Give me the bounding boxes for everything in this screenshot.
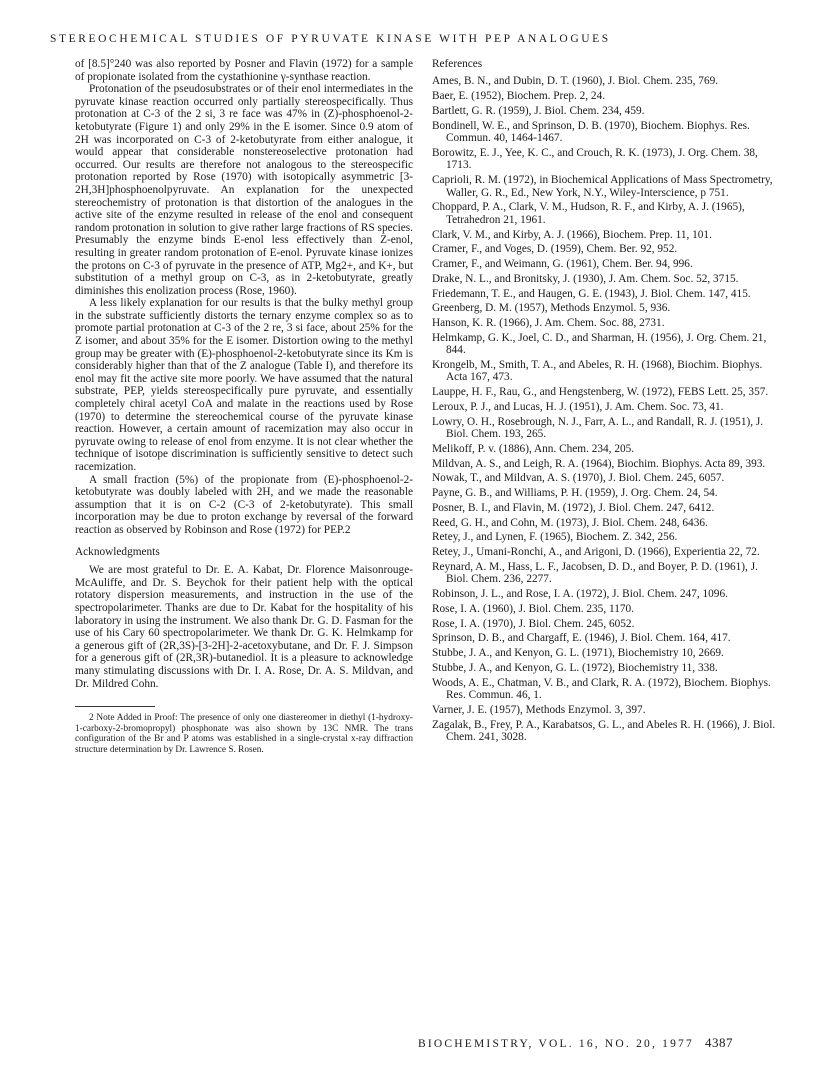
reference-item: Varner, J. E. (1957), Methods Enzymol. 3, 397. [432,703,646,716]
reference-item: Cramer, F., and Voges, D. (1959), Chem. Ber. 92, 952. [432,243,678,256]
reference-item: Stubbe, J. A., and Kenyon, G. L. (1971), Biochemistry 10, 2669. [432,647,724,660]
reference-item: Greenberg, D. M. (1957), Methods Enzymol. 5, 936. [432,302,671,315]
references-list [432,75,777,743]
body-paragraph: Protonation of the pseudosubstrates or of their enol intermediates in the pyruvate kinase reaction occurred only partially stereospecifically. Thus protonation at C-3 of the 2 si, 3 re face was 47% in (Z)-phosphoenol-2-ketobutyrate (Figure 1) and only 29% in the E isomer. Since 0.9 atom of 2H was incorporated on C-3 of 2-ketobutyrate from either analogue, it would appear that considerable nonstereoselective protonation had occurred. Our results are therefore not analogous to the stereospecific protonation reported by Rose (1970) with isotopically asymmetric [3-2H,3H]phosphoenolpyruvate. An explanation for the unexpected stereochemistry of protonation is that distortion of the analogues in the active site of the enzyme resulted in release of the enol and consequent random protonation in solution to give rather large fractions of RS species. Presumably the enzyme binds E-enol less effectively than Z-enol, resulting in greater random protonation of E-enol. Pyruvate kinase ionizes the protons on C-3 of pyruvate in the presence of ATP, Mg2+, and K+, but substitution of a methyl group on C-3, as in 2-ketobutyrate, greatly diminishes this enolization process (Rose, 1960). [75,83,413,297]
reference-item: Sprinson, D. B., and Chargaff, E. (1946), J. Biol. Chem. 164, 417. [432,632,731,645]
reference-item: Borowitz, E. J., Yee, K. C., and Crouch, R. K. (1973), J. Org. Chem. 38, 1713. [432,146,758,172]
reference-item: Bondinell, W. E., and Sprinson, D. B. (1970), Biochem. Biophys. Res. Commun. 40, 1464-1467. [432,119,750,145]
reference-item: Friedemann, T. E., and Haugen, G. E. (1943), J. Biol. Chem. 147, 415. [432,287,751,300]
reference-item: Retey, J., and Lynen, F. (1965), Biochem. Z. 342, 256. [432,531,678,544]
body-paragraph: A less likely explanation for our results is that the bulky methyl group in the substrate sufficiently distorts the ternary enzyme complex so as to promote partial protonation at C-3 of the 2 re, 3 si face, about 25% for the Z isomer, and about 35% for the E isomer. Distortion owing to the methyl group may be greater with (E)-phosphoenol-2-ketobutyrate since its Km is considerably higher than that of the Z analogue (Table I), and therefore its enol may fit the active site more poorly. We have assumed that the natural substrate, PEP, yields stereospecifically pure pyruvate, and essentially completely chiral acetyl CoA and malate in the reactions used by Rose (1970) to determine the stereochemical course of the pyruvate kinase reaction. However, a certain amount of racemization may also occur in pyruvate owing to release of enol from enzyme. It is not clear whether the technique of isotope discrimination is sufficiently sensitive to detect such racemization. [75,297,413,473]
body-paragraph: of [8.5]°240 was also reported by Posner and Flavin (1972) for a sample of propionate isolated from the cystathionine γ-synthase reaction. [75,58,413,83]
reference-item: Rose, I. A. (1960), J. Biol. Chem. 235, 1170. [432,602,634,615]
reference-item: Leroux, P. J., and Lucas, H. J. (1951), J. Am. Chem. Soc. 73, 41. [432,400,724,413]
reference-item: Mildvan, A. S., and Leigh, R. A. (1964), Biochim. Biophys. Acta 89, 393. [432,457,766,470]
reference-item: Ames, B. N., and Dubin, D. T. (1960), J. Biol. Chem. 235, 769. [432,75,719,88]
reference-item: Krongelb, M., Smith, T. A., and Abeles, R. H. (1968), Biochim. Biophys. Acta 167, 473. [432,358,763,384]
reference-item: Woods, A. E., Chatman, V. B., and Clark, R. A. (1972), Biochem. Biophys. Res. Commun. 46, 1. [432,676,771,702]
reference-item: Drake, N. L., and Bronitsky, J. (1930), J. Am. Chem. Soc. 52, 3715. [432,272,739,285]
running-header: STEREOCHEMICAL STUDIES OF PYRUVATE KINASE WITH PEP ANALOGUES [50,33,611,45]
body-paragraph: A small fraction (5%) of the propionate from (E)-phosphoenol-2-ketobutyrate was doubly labeled with 2H, and we made the reasonable assumption that it is on C-2 (C-3 of 2-ketobutyrate). This small incorporation may be due to proton exchange by reversal of the forward reaction as observed by Robinson and Rose (1972) for PEP.2 [75,473,413,536]
reference-item: Stubbe, J. A., and Kenyon, G. L. (1972), Biochemistry 11, 338. [432,661,718,674]
body-column [75,58,413,755]
reference-item: Posner, B. I., and Flavin, M. (1972), J. Biol. Chem. 247, 6412. [432,501,715,514]
reference-item: Nowak, T., and Mildvan, A. S. (1970), J. Biol. Chem. 245, 6057. [432,472,725,485]
reference-item: Choppard, P. A., Clark, V. M., Hudson, R. F., and Kirby, A. J. (1965), Tetrahedron 21, 1961. [432,201,745,226]
page-footer [418,1035,788,1051]
reference-item: Lowry, O. H., Rosebrough, N. J., Farr, A. L., and Randall, R. J. (1951), J. Biol. Chem. 193, 265. [432,415,764,441]
reference-item: Reed, G. H., and Cohn, M. (1973), J. Biol. Chem. 248, 6436. [432,516,708,529]
page-number: 4387 [705,1035,734,1050]
reference-item: Hanson, K. R. (1966), J. Am. Chem. Soc. 88, 2731. [432,317,665,330]
footnote: 2 Note Added in Proof: The presence of only one diastereomer in diethyl (1-hydroxy-1-carboxy-2-bromopropyl) phosphonate was also shown by 13C NMR. The trans configuration of the Br and P atoms was established in a single-crystal x-ray diffraction structure determination by Dr. Lawrence S. Rosen. [75,713,413,755]
reference-item: Retey, J., Umani-Ronchi, A., and Arigoni, D. (1966), Experientia 22, 72. [432,546,760,559]
acknowledgments-heading: Acknowledgments [75,545,160,558]
reference-item: Bartlett, G. R. (1959), J. Biol. Chem. 234, 459. [432,104,645,117]
references-heading: References [432,58,483,70]
reference-item: Baer, E. (1952), Biochem. Prep. 2, 24. [432,90,606,103]
journal-citation: BIOCHEMISTRY, VOL. 16, NO. 20, 1977 [418,1038,694,1050]
reference-item: Caprioli, R. M. (1972), in Biochemical Applications of Mass Spectrometry, Waller, G. R., Ed., New York, N.Y., Wiley-Interscience, p 751. [432,174,773,199]
reference-item: Melikoff, P. v. (1886), Ann. Chem. 234, 205. [432,442,635,455]
reference-item: Rose, I. A. (1970), J. Biol. Chem. 245, 6052. [432,617,635,630]
references-column [432,58,777,746]
footnote-divider [75,706,155,707]
reference-item: Lauppe, H. F., Rau, G., and Hengstenberg, W. (1972), FEBS Lett. 25, 357. [432,386,769,399]
reference-item: Payne, G. B., and Williams, P. H. (1959), J. Org. Chem. 24, 54. [432,487,718,500]
acknowledgments-text: We are most grateful to Dr. E. A. Kabat, Dr. Florence Maisonrouge-McAuliffe, and Dr. S. Beychok for their patient help with the optical rotatory dispersion measurements, and instruction in the use of the spectropolarimeter. Thanks are due to Dr. Kabat for the hospitality of his laboratory in using the instrument. We also thank Dr. G. D. Fasman for the use of his Cary 60 spectropolarimeter. We thank Dr. G. K. Helmkamp for a generous gift of (2R,3S)-[3-2H]-2-acetoxybutane, and Dr. F. J. Simpson for a generous gift of (2R,3R)-butanediol. It is a pleasure to acknowledge many stimulating discussions with Dr. I. A. Rose, Dr. A. S. Mildvan, and Dr. Mildred Cohn. [75,564,413,690]
reference-item: Cramer, F., and Weimann, G. (1961), Chem. Ber. 94, 996. [432,258,693,271]
reference-item: Helmkamp, G. K., Joel, C. D., and Sharman, H. (1956), J. Org. Chem. 21, 844. [432,331,767,357]
reference-item: Robinson, J. L., and Rose, I. A. (1972), J. Biol. Chem. 247, 1096. [432,588,728,601]
reference-item: Clark, V. M., and Kirby, A. J. (1966), Biochem. Prep. 11, 101. [432,228,712,241]
reference-item: Zagalak, B., Frey, P. A., Karabatsos, G. L., and Abeles R. H. (1966), J. Biol. Chem. 241, 3028. [432,718,776,743]
reference-item: Reynard, A. M., Hass, L. F., Jacobsen, D. D., and Boyer, P. D. (1961), J. Biol. Chem. 236, 2277. [432,560,758,586]
